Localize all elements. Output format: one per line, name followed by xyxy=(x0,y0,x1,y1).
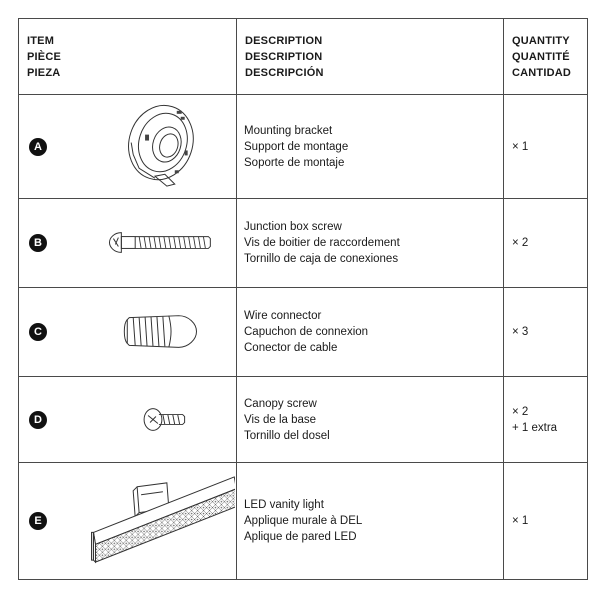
description-cell: Wire connector Capuchon de connexion Conector de cable xyxy=(237,288,504,377)
quantity-cell: × 3 xyxy=(504,288,588,377)
header-quantity: QUANTITY QUANTITÉ CANTIDAD xyxy=(504,19,588,95)
item-letter-badge: A xyxy=(29,138,47,156)
quantity-cell: × 2 + 1 extra xyxy=(504,377,588,463)
canopy-screw-icon xyxy=(69,377,235,462)
description-cell: Junction box screw Vis de boitier de raccordement Tornillo de caja de conexiones xyxy=(237,199,504,288)
quantity-cell: × 1 xyxy=(504,95,588,199)
table-row xyxy=(19,377,588,463)
description-cell: Mounting bracket Support de montage Soporte de montaje xyxy=(237,95,504,199)
item-letter-badge: B xyxy=(29,234,47,252)
quantity-cell: × 1 xyxy=(504,463,588,580)
item-cell xyxy=(19,199,237,288)
item-cell xyxy=(19,288,237,377)
item-cell xyxy=(19,377,237,463)
table-row xyxy=(19,288,588,377)
table-row xyxy=(19,95,588,199)
table-row xyxy=(19,199,588,288)
led-vanity-light-icon xyxy=(69,463,235,579)
junction-box-screw-icon xyxy=(69,199,235,287)
item-letter-badge: D xyxy=(29,411,47,429)
header-description: DESCRIPTION DESCRIPTION DESCRIPCIÓN xyxy=(237,19,504,95)
item-letter-badge: E xyxy=(29,512,47,530)
item-cell xyxy=(19,95,237,199)
mounting-bracket-icon xyxy=(69,95,235,198)
item-letter-badge: C xyxy=(29,323,47,341)
table-row xyxy=(19,463,588,580)
description-cell: Canopy screw Vis de la base Tornillo del dosel xyxy=(237,377,504,463)
quantity-cell: × 2 xyxy=(504,199,588,288)
header-item: ITEM PIÈCE PIEZA xyxy=(19,19,237,95)
table-header-row xyxy=(19,19,588,95)
item-cell xyxy=(19,463,237,580)
description-cell: LED vanity light Applique murale à DEL Aplique de pared LED xyxy=(237,463,504,580)
wire-connector-icon xyxy=(69,288,235,376)
parts-list-table xyxy=(18,18,588,580)
